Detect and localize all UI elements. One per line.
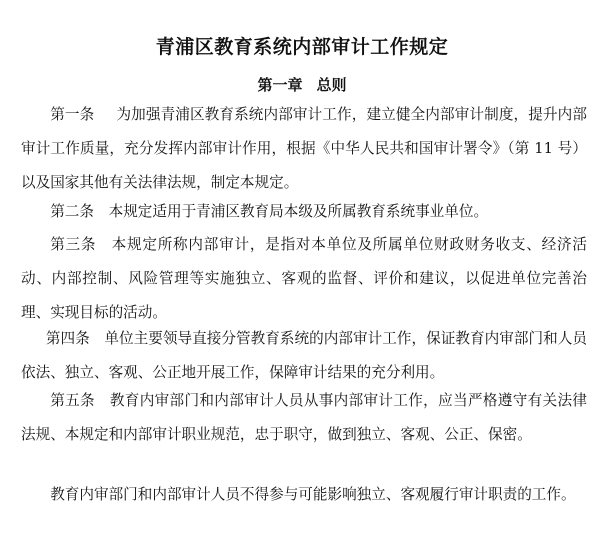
document-title: 青浦区教育系统内部审计工作规定 [155, 36, 449, 58]
article-2 [21, 195, 587, 229]
article-label: 第二条 [50, 203, 94, 220]
article-text: 为加强青浦区教育系统内部审计工作，建立健全内部审计制度，提升内部审计工作质量，充分发挥内部审计作用，根据《中华人民共和国审计署令》（第 11 号）以及国家其他有关法律法规，制定本规定。 [21, 106, 587, 191]
article-text: 本规定所称内部审计，是指对本单位及所属单位财政财务收支、经济活动、内部控制、风险管理等实施独立、客观的监督、评价和建议，以促进单位完善治理、实现目标的活动。 [21, 236, 587, 321]
chapter-title: 总则 [316, 76, 347, 94]
article-text: 教育内审部门和内部审计人员从事内部审计工作，应当严格遵守有关法律法规、本规定和内部审计职业规范，忠于职守，做到独立、客观、公正、保密。 [21, 392, 587, 443]
chapter-heading [0, 74, 604, 96]
article-label: 第五条 [50, 392, 95, 409]
article-text: 本规定适用于青浦区教育局本级及所属教育系统事业单位。 [108, 203, 489, 220]
article-label: 第一条 [50, 106, 95, 123]
article-1 [21, 98, 587, 200]
article-4 [21, 322, 587, 390]
article-5 [21, 384, 587, 452]
article-label: 第三条 [50, 236, 97, 253]
article-3 [21, 228, 587, 330]
article-label: 第四条 [45, 330, 90, 347]
article-text: 单位主要领导直接分管教育系统的内部审计工作，保证教育内审部门和人员依法、独立、客观、公正地开展工作，保障审计结果的充分利用。 [21, 330, 587, 381]
closing-paragraph: 教育内审部门和内部审计人员不得参与可能影响独立、客观履行审计职责的工作。 [50, 486, 576, 503]
chapter-number: 第一章 [257, 76, 303, 94]
